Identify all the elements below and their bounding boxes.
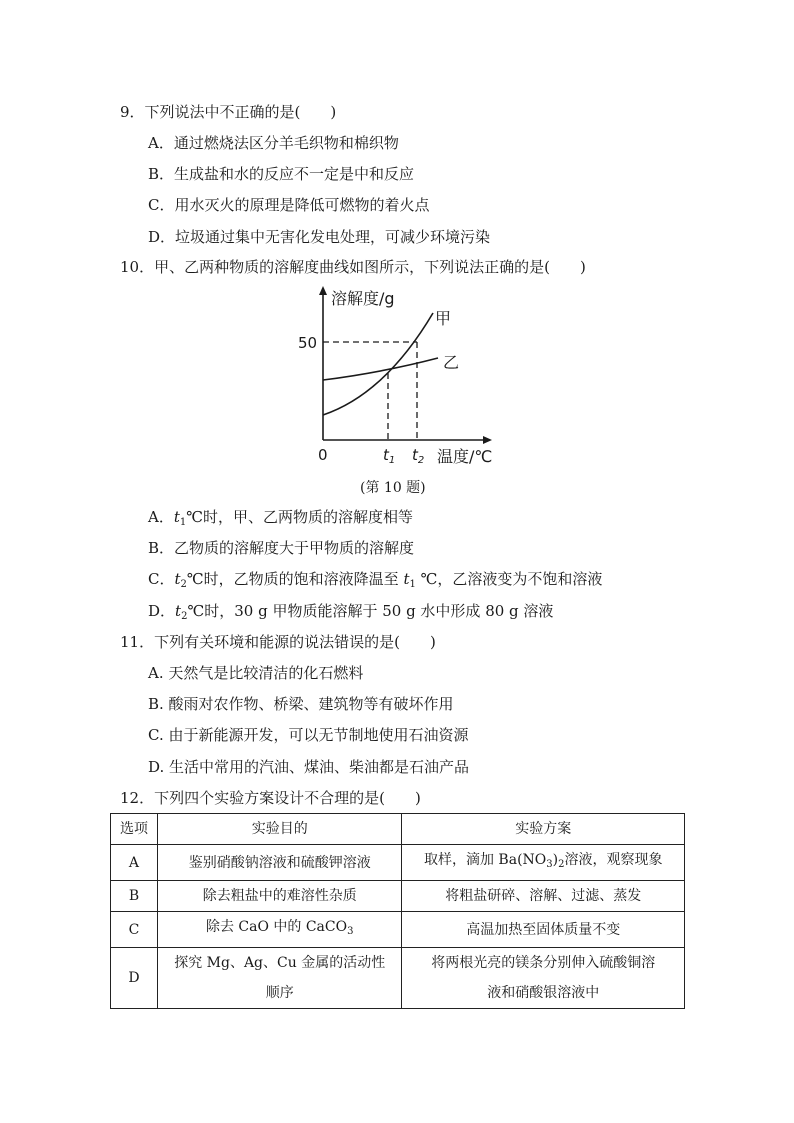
solubility-curve-figure	[290, 282, 505, 472]
y-axis-label: 溶解度/g	[331, 289, 395, 308]
t2-label: $t_2$	[412, 446, 425, 466]
q12-stem: 12．下列四个实验方案设计不合理的是( )	[120, 789, 421, 807]
table-row	[111, 881, 685, 912]
origin-label: 0	[318, 446, 328, 464]
table-row	[111, 948, 685, 1009]
curve-yi-label: 乙	[443, 353, 460, 372]
row-goal: 鉴别硝酸钠溶液和硫酸钾溶液	[157, 845, 402, 881]
curve-jia-label: 甲	[435, 309, 452, 328]
row-plan: 取样，滴加 $Ba(NO_3)_2$溶液，观察现象	[402, 845, 685, 881]
curve-yi	[323, 358, 438, 380]
row-goal: 除去 CaO 中的 CaCO$_3$	[157, 912, 402, 948]
header-option: 选项	[111, 814, 158, 845]
q10-option-a: A．$t_1℃$时，甲、乙两物质的溶解度相等	[148, 508, 414, 528]
header-plan: 实验方案	[402, 814, 685, 845]
table-header-row	[111, 814, 685, 845]
header-goal: 实验目的	[157, 814, 402, 845]
q11-option-a: A. 天然气是比较清洁的化石燃料	[148, 664, 364, 682]
q10-option-c: C．$t_2℃$时，乙物质的饱和溶液降温至 $t_1$ ℃，乙溶液变为不饱和溶液	[148, 570, 603, 590]
experiment-table	[110, 813, 685, 1009]
q9-option-c: C．用水灭火的原理是降低可燃物的着火点	[148, 196, 430, 214]
y-axis-arrow	[319, 286, 327, 295]
row-plan: 将两根光亮的镁条分别伸入硫酸铜溶 液和硝酸银溶液中	[402, 948, 685, 1009]
row-goal: 除去粗盐中的难溶性杂质	[157, 881, 402, 912]
row-plan: 将粗盐研碎、溶解、过滤、蒸发	[402, 881, 685, 912]
q9-option-a: A．通过燃烧法区分羊毛织物和棉织物	[148, 134, 399, 152]
q9-stem: 9．下列说法中不正确的是( )	[120, 103, 337, 121]
row-option: A	[111, 845, 158, 881]
row-option: D	[111, 948, 158, 1009]
row-option: B	[111, 881, 158, 912]
table-row	[111, 912, 685, 948]
t1-label: $t_1$	[383, 446, 396, 466]
y-tick-50: 50	[298, 334, 318, 352]
x-axis-arrow	[483, 436, 492, 444]
figure-caption: (第 10 题)	[360, 480, 426, 496]
q11-stem: 11．下列有关环境和能源的说法错误的是( )	[120, 633, 436, 651]
row-option: C	[111, 912, 158, 948]
q10-option-d: D．$t_2℃$时，30 g 甲物质能溶解于 50 g 水中形成 80 g 溶液	[148, 602, 554, 622]
q11-option-d: D. 生活中常用的汽油、煤油、柴油都是石油产品	[148, 758, 470, 776]
row-goal: 探究 Mg、Ag、Cu 金属的活动性 顺序	[157, 948, 402, 1009]
q9-option-d: D．垃圾通过集中无害化发电处理，可减少环境污染	[148, 228, 491, 246]
q10-option-b: B．乙物质的溶解度大于甲物质的溶解度	[148, 539, 415, 557]
row-plan: 高温加热至固体质量不变	[402, 912, 685, 948]
table-row	[111, 845, 685, 881]
x-axis-label: 温度/℃	[437, 447, 493, 466]
q10-stem: 10．甲、乙两种物质的溶解度曲线如图所示，下列说法正确的是( )	[120, 258, 586, 276]
q9-option-b: B．生成盐和水的反应不一定是中和反应	[148, 165, 415, 183]
q11-option-c: C. 由于新能源开发，可以无节制地使用石油资源	[148, 726, 469, 744]
q11-option-b: B. 酸雨对农作物、桥梁、建筑物等有破坏作用	[148, 695, 454, 713]
